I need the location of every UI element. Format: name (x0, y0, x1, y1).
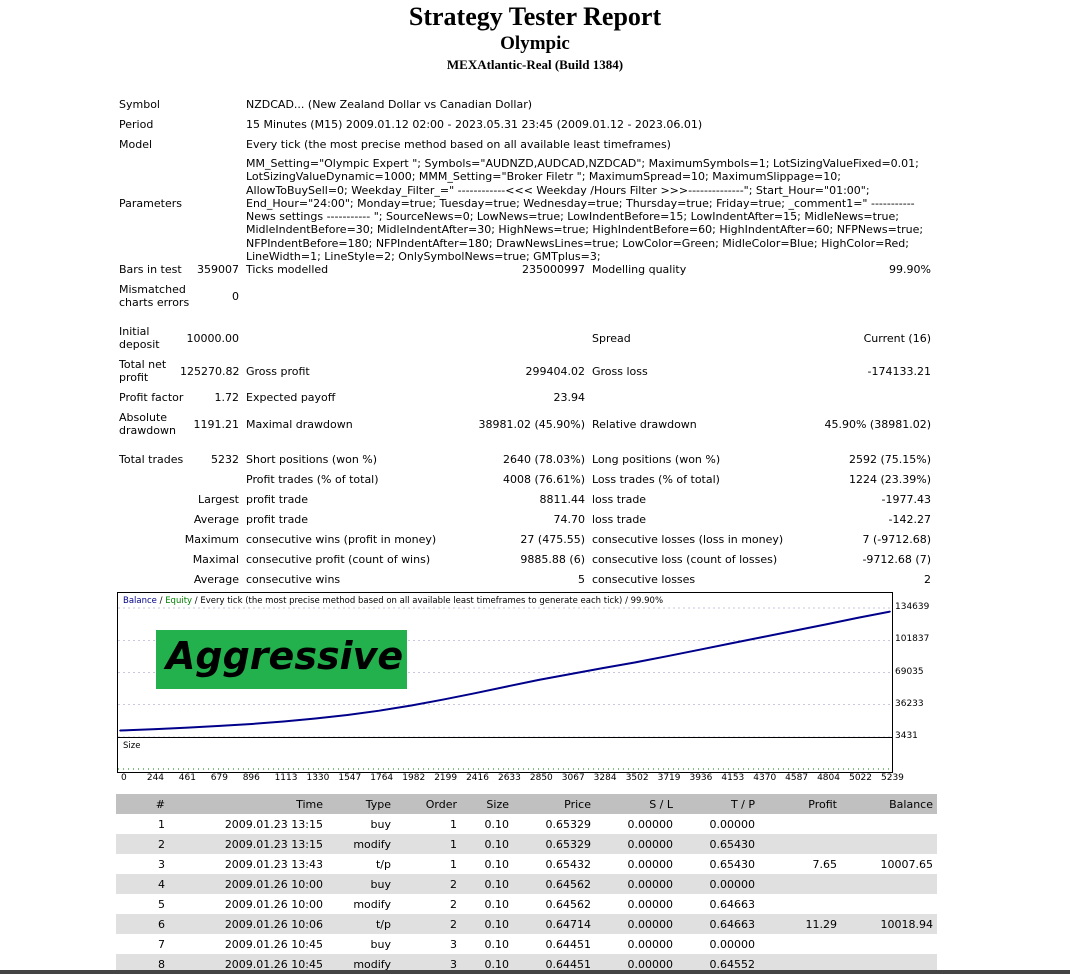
table-cell-price: 0.64451 (513, 954, 595, 974)
table-cell-price: 0.64714 (513, 914, 595, 934)
gross-profit-label: Gross profit (246, 365, 310, 378)
avg-profit-value: 74.70 (553, 513, 585, 526)
balance-point (378, 710, 380, 712)
abs-drawdown-value: 1191.21 (193, 418, 239, 431)
deposit-label-2: deposit (119, 338, 160, 351)
balance-point (570, 673, 572, 675)
table-header-row (116, 794, 937, 814)
max-wins-label: consecutive wins (profit in money) (246, 533, 437, 546)
table-cell-order: 2 (450, 897, 457, 911)
balance-point (889, 611, 891, 613)
balance-point (119, 730, 121, 732)
table-cell-number: 8 (116, 954, 169, 974)
quality-value: 99.90% (889, 263, 931, 276)
table-cell-balance (841, 814, 937, 834)
table-cell-profit (759, 894, 841, 914)
rel-drawdown-value: 45.90% (38981.02) (824, 418, 931, 431)
x-tick-label: 3502 (625, 773, 649, 783)
table-cell-sl: 0.00000 (595, 914, 677, 934)
x-tick-label: 244 (146, 773, 165, 783)
loss-trades-label: Loss trades (% of total) (592, 473, 720, 486)
table-cell-type: modify (327, 954, 395, 974)
table-cell-balance: 10018.94 (841, 914, 937, 934)
table-cell-order: 1 (450, 857, 457, 871)
table-row (116, 874, 937, 894)
aggressive-label: Aggressive (166, 634, 404, 678)
x-tick-label: 896 (242, 773, 260, 783)
table-cell-price: 0.65432 (545, 857, 591, 871)
table-cell-size: 0.10 (484, 817, 509, 831)
x-tick-label: 2416 (466, 773, 489, 783)
max-wins-value: 27 (475.55) (520, 533, 585, 546)
x-tick-label: 4153 (721, 773, 745, 783)
avg-wins-value: 5 (578, 573, 585, 586)
table-cell-tp: 0.00000 (709, 817, 755, 831)
balance-point (698, 649, 700, 651)
col-time: Time (169, 794, 327, 814)
table-cell-time: 2009.01.23 13:43 (224, 857, 323, 871)
deals-table (116, 794, 937, 974)
ticks-label: Ticks modelled (246, 263, 329, 276)
avg-loss-value: -142.27 (888, 513, 931, 526)
col-type: Type (327, 794, 395, 814)
legend-separator: / (156, 596, 166, 606)
balance-point (825, 624, 827, 626)
table-row (116, 814, 937, 834)
col-number: # (116, 794, 169, 814)
profit-trades-label: Profit trades (% of total) (246, 473, 379, 486)
table-cell-time: 2009.01.23 13:15 (224, 817, 323, 831)
parameters-label: Parameters (119, 197, 182, 210)
col-price: Price (513, 794, 595, 814)
expected-payoff-label: Expected payoff (246, 391, 336, 404)
table-cell-sl: 0.00000 (595, 834, 677, 854)
x-tick-label: 2850 (529, 773, 553, 783)
table-cell-tp: 0.00000 (709, 937, 755, 951)
x-tick-label: 1547 (338, 773, 362, 783)
table-cell-sl: 0.00000 (595, 954, 677, 974)
table-cell-price: 0.64451 (545, 937, 591, 951)
table-cell-number: 5 (158, 897, 165, 911)
table-cell-number: 4 (116, 874, 169, 894)
balance-point (857, 617, 859, 619)
x-tick-label: 3284 (593, 773, 617, 783)
maximal-loss-label: consecutive loss (count of losses) (592, 553, 778, 566)
maximal-profit-value: 9885.88 (6) (520, 553, 585, 566)
table-cell-type: modify (327, 834, 395, 854)
balance-point (793, 630, 795, 632)
x-tick-label: 461 (178, 773, 196, 783)
bars-value: 359007 (197, 263, 239, 276)
x-tick-label: 679 (210, 773, 228, 783)
table-cell-time: 2009.01.26 10:00 (224, 897, 323, 911)
x-axis (117, 773, 904, 787)
table-cell-profit (759, 934, 841, 954)
table-cell-number: 7 (158, 937, 165, 951)
table-cell-balance (841, 834, 937, 854)
abs-drawdown-label-1: Absolute (119, 411, 168, 424)
col-sl: S / L (595, 794, 677, 814)
total-trades-label: Total trades (119, 453, 184, 466)
short-positions-label: Short positions (won %) (246, 453, 378, 466)
table-cell-size: 0.10 (461, 914, 513, 934)
table-cell-sl: 0.00000 (627, 857, 673, 871)
largest-profit-value: 8811.44 (539, 493, 585, 506)
table-cell-number: 6 (116, 914, 169, 934)
balance-point (761, 636, 763, 638)
largest-label: Largest (198, 493, 239, 506)
table-cell-tp: 0.64663 (709, 897, 755, 911)
table-cell-profit (759, 874, 841, 894)
table-cell-price: 0.65329 (513, 834, 595, 854)
window-bottom-edge (0, 970, 1070, 974)
table-row (116, 934, 937, 954)
table-cell-order: 2 (395, 874, 461, 894)
table-cell-time: 2009.01.23 13:15 (169, 834, 327, 854)
table-cell-balance: 10007.65 (880, 857, 933, 871)
x-tick-label: 1982 (402, 773, 426, 783)
balance-point (315, 718, 317, 720)
mismatch-label-1: Mismatched (119, 283, 186, 296)
average-label: Average (193, 513, 239, 526)
table-cell-type: t/p (375, 857, 391, 871)
balance-point (283, 721, 285, 723)
table-cell-sl: 0.00000 (595, 874, 677, 894)
table-cell-tp: 0.00000 (677, 874, 759, 894)
y-tick-label: 69035 (895, 666, 924, 677)
table-cell-price: 0.64562 (545, 897, 591, 911)
size-plot (118, 738, 892, 772)
table-row (116, 834, 937, 854)
x-tick-label: 1764 (370, 773, 394, 783)
loss-trades-value: 1224 (23.39%) (848, 473, 931, 486)
deals-body (116, 814, 937, 974)
gross-profit-value: 299404.02 (525, 365, 585, 378)
max-losses-value: 7 (-9712.68) (862, 533, 931, 546)
x-tick-label: 3719 (657, 773, 681, 783)
expected-payoff-value: 23.94 (553, 391, 585, 404)
table-cell-time: 2009.01.26 10:00 (169, 874, 327, 894)
balance-point (730, 643, 732, 645)
mismatch-value: 0 (232, 290, 239, 303)
x-tick-label: 4587 (785, 773, 809, 783)
table-cell-size: 0.10 (484, 897, 509, 911)
x-tick-label: 0 (121, 773, 127, 783)
avg-loss-label: loss trade (592, 513, 647, 526)
largest-loss-label: loss trade (592, 493, 647, 506)
table-cell-balance (841, 934, 937, 954)
symbol-label: Symbol (119, 98, 160, 111)
spread-value: Current (16) (863, 332, 931, 345)
table-cell-order: 1 (395, 834, 461, 854)
maximal-loss-value: -9712.68 (7) (862, 553, 931, 566)
table-cell-size: 0.10 (484, 857, 509, 871)
legend-description: / Every tick (the most precise method based on all available least timeframes to generate each tick) / 99.90% (192, 596, 664, 606)
avg-losses-label: consecutive losses (592, 573, 696, 586)
y-tick-label: 134639 (895, 602, 930, 612)
col-size: Size (461, 794, 513, 814)
table-cell-tp: 0.64663 (677, 914, 759, 934)
table-cell-type: buy (370, 937, 391, 951)
table-cell-time: 2009.01.26 10:06 (169, 914, 327, 934)
period-label: Period (119, 118, 154, 131)
balance-point (155, 728, 157, 730)
legend-balance: Balance (123, 596, 157, 606)
col-tp: T / P (677, 794, 759, 814)
y-tick-label: 101837 (895, 634, 930, 645)
max-drawdown-label: Maximal drawdown (246, 418, 353, 431)
gross-loss-value: -174133.21 (867, 365, 931, 378)
table-cell-profit (759, 814, 841, 834)
table-row (116, 894, 937, 914)
x-tick-label: 2633 (497, 773, 521, 783)
model-label: Model (119, 138, 153, 151)
avg-losses-value: 2 (924, 573, 931, 586)
abs-drawdown-label-2: drawdown (119, 424, 176, 437)
y-axis (893, 592, 953, 752)
x-tick-label: 3936 (689, 773, 713, 783)
size-label: Size (123, 741, 141, 751)
report-header (0, 2, 1070, 73)
x-tick-label: 1330 (306, 773, 330, 783)
table-cell-order: 3 (395, 954, 461, 974)
balance-point (538, 679, 540, 681)
long-positions-label: Long positions (won %) (592, 453, 721, 466)
max-drawdown-value: 38981.02 (45.90%) (478, 418, 585, 431)
deposit-label-1: Initial (119, 325, 150, 338)
gross-loss-label: Gross loss (592, 365, 648, 378)
deposit-value: 10000.00 (186, 332, 239, 345)
max-losses-label: consecutive losses (loss in money) (592, 533, 784, 546)
table-cell-size: 0.10 (461, 874, 513, 894)
period-value: 15 Minutes (M15) 2009.01.12 02:00 - 2023.05.31 23:45 (2009.01.12 - 2023.06.01) (246, 118, 703, 131)
col-profit: Profit (759, 794, 841, 814)
x-tick-label: 1113 (274, 773, 298, 783)
table-cell-number: 2 (116, 834, 169, 854)
model-value: Every tick (the most precise method based on all available least timeframes) (246, 138, 671, 151)
profit-trades-value: 4008 (76.61%) (502, 473, 585, 486)
table-cell-time: 2009.01.26 10:45 (169, 954, 327, 974)
net-profit-label-1: Total net (119, 358, 167, 371)
table-cell-sl: 0.00000 (627, 817, 673, 831)
maximal-profit-label: consecutive profit (count of wins) (246, 553, 431, 566)
net-profit-value: 125270.82 (180, 365, 240, 378)
table-cell-order: 2 (395, 914, 461, 934)
maximal-label: Maximal (192, 553, 239, 566)
table-cell-type: buy (327, 874, 395, 894)
avg-profit-label: profit trade (246, 513, 309, 526)
ea-name: Olympic (500, 33, 570, 54)
average2-label: Average (193, 573, 239, 586)
table-cell-type: modify (353, 897, 391, 911)
table-cell-profit: 7.65 (812, 857, 837, 871)
y-tick-label: 3431 (895, 731, 918, 741)
x-tick-label: 4370 (753, 773, 777, 783)
legend-equity: Equity (165, 596, 193, 606)
avg-wins-label: consecutive wins (246, 573, 341, 586)
table-cell-number: 3 (158, 857, 165, 871)
table-row (116, 914, 937, 934)
profit-factor-label: Profit factor (119, 391, 184, 404)
parameters-value: MM_Setting="Olympic Expert "; Symbols="AUDNZD,AUDCAD,NZDCAD"; MaximumSymbols=1; LotSizingValueFixed=0.01; LotSizingValueDynamic=1000; MMM_Setting="Broker Filetr "; MaximumSpread=10; MaximumSlippage=10; AllowToBuySell=0; Weekday_Filter_=" ------------<<< Weekday /Hours Filter >>>--------------"; Start_Hour="01:00"; End_Hour="24:00"; Monday=true; Tuesday=true; Wednesday=true; Thursday=true; Friday=true; _comment1=" ----------- News settings ----------- "; SourceNews=0; LowNews=true; LowIndentBefore=15; LowIndentAfter=15; MidleNews=true; MidleIndentBefore=30; MidleIndentAfter=30; HighNews=true; HighIndentBefore=60; HighIndentAfter=60; NFPNews=true; NFPIndentBefore=180; NFPIndentAfter=180; DrawNewsLines=true; LowColor=Green; MidleColor=Blue; HighColor=Red; LineWidth=1; LineStyle=2; OnlySymbolNews=true; GMTplus=3; (246, 157, 924, 264)
table-cell-tp: 0.65430 (709, 857, 755, 871)
balance-point (602, 667, 604, 669)
rel-drawdown-label: Relative drawdown (592, 418, 697, 431)
col-order: Order (395, 794, 461, 814)
table-cell-sl: 0.00000 (627, 897, 673, 911)
aggressive-banner (156, 630, 407, 689)
balance-point (666, 656, 668, 658)
bars-label: Bars in test (119, 263, 182, 276)
quality-label: Modelling quality (592, 263, 687, 276)
balance-point (347, 714, 349, 716)
table-cell-profit: 11.29 (759, 914, 841, 934)
short-positions-value: 2640 (78.03%) (502, 453, 585, 466)
size-panel (117, 737, 893, 773)
mismatch-label-2: charts errors (119, 296, 190, 309)
table-cell-time: 2009.01.26 10:45 (224, 937, 323, 951)
net-profit-label-2: profit (119, 371, 149, 384)
symbol-value: NZDCAD... (New Zealand Dollar vs Canadian Dollar) (246, 98, 533, 111)
table-cell-sl: 0.00000 (627, 937, 673, 951)
table-cell-profit (759, 834, 841, 854)
table-row (116, 854, 937, 874)
x-tick-label: 2199 (434, 773, 458, 783)
balance-point (251, 723, 253, 725)
server-name: MEXAtlantic-Real (Build 1384) (446, 57, 624, 72)
table-cell-balance (841, 894, 937, 914)
table-cell-number: 1 (158, 817, 165, 831)
balance-point (219, 725, 221, 727)
table-cell-size: 0.10 (461, 954, 513, 974)
balance-point (506, 686, 508, 688)
y-tick-label: 36233 (895, 698, 924, 709)
largest-profit-label: profit trade (246, 493, 309, 506)
table-cell-price: 0.65329 (545, 817, 591, 831)
balance-point (474, 692, 476, 694)
table-cell-size: 0.10 (461, 834, 513, 854)
table-cell-order: 1 (450, 817, 457, 831)
report-title: Strategy Tester Report (408, 2, 662, 31)
table-cell-tp: 0.65430 (677, 834, 759, 854)
x-tick-label: 3067 (561, 773, 585, 783)
largest-loss-value: -1977.43 (881, 493, 931, 506)
table-cell-tp: 0.64552 (677, 954, 759, 974)
x-tick-label: 4804 (817, 773, 840, 783)
balance-point (442, 699, 444, 701)
balance-point (187, 727, 189, 729)
table-cell-type: buy (370, 817, 391, 831)
col-balance: Balance (841, 794, 937, 814)
profit-factor-value: 1.72 (214, 391, 239, 404)
spread-label: Spread (592, 332, 631, 345)
maximum-label: Maximum (184, 533, 239, 546)
long-positions-value: 2592 (75.15%) (848, 453, 931, 466)
table-cell-balance (841, 874, 937, 894)
table-cell-type: t/p (327, 914, 395, 934)
x-tick-label: 5239 (881, 773, 904, 783)
table-cell-order: 3 (450, 937, 457, 951)
balance-point (411, 705, 413, 707)
table-cell-price: 0.64562 (513, 874, 595, 894)
total-trades-value: 5232 (211, 453, 239, 466)
table-cell-size: 0.10 (484, 937, 509, 951)
ticks-value: 235000997 (522, 263, 585, 276)
x-tick-label: 5022 (849, 773, 872, 783)
balance-point (634, 662, 636, 664)
